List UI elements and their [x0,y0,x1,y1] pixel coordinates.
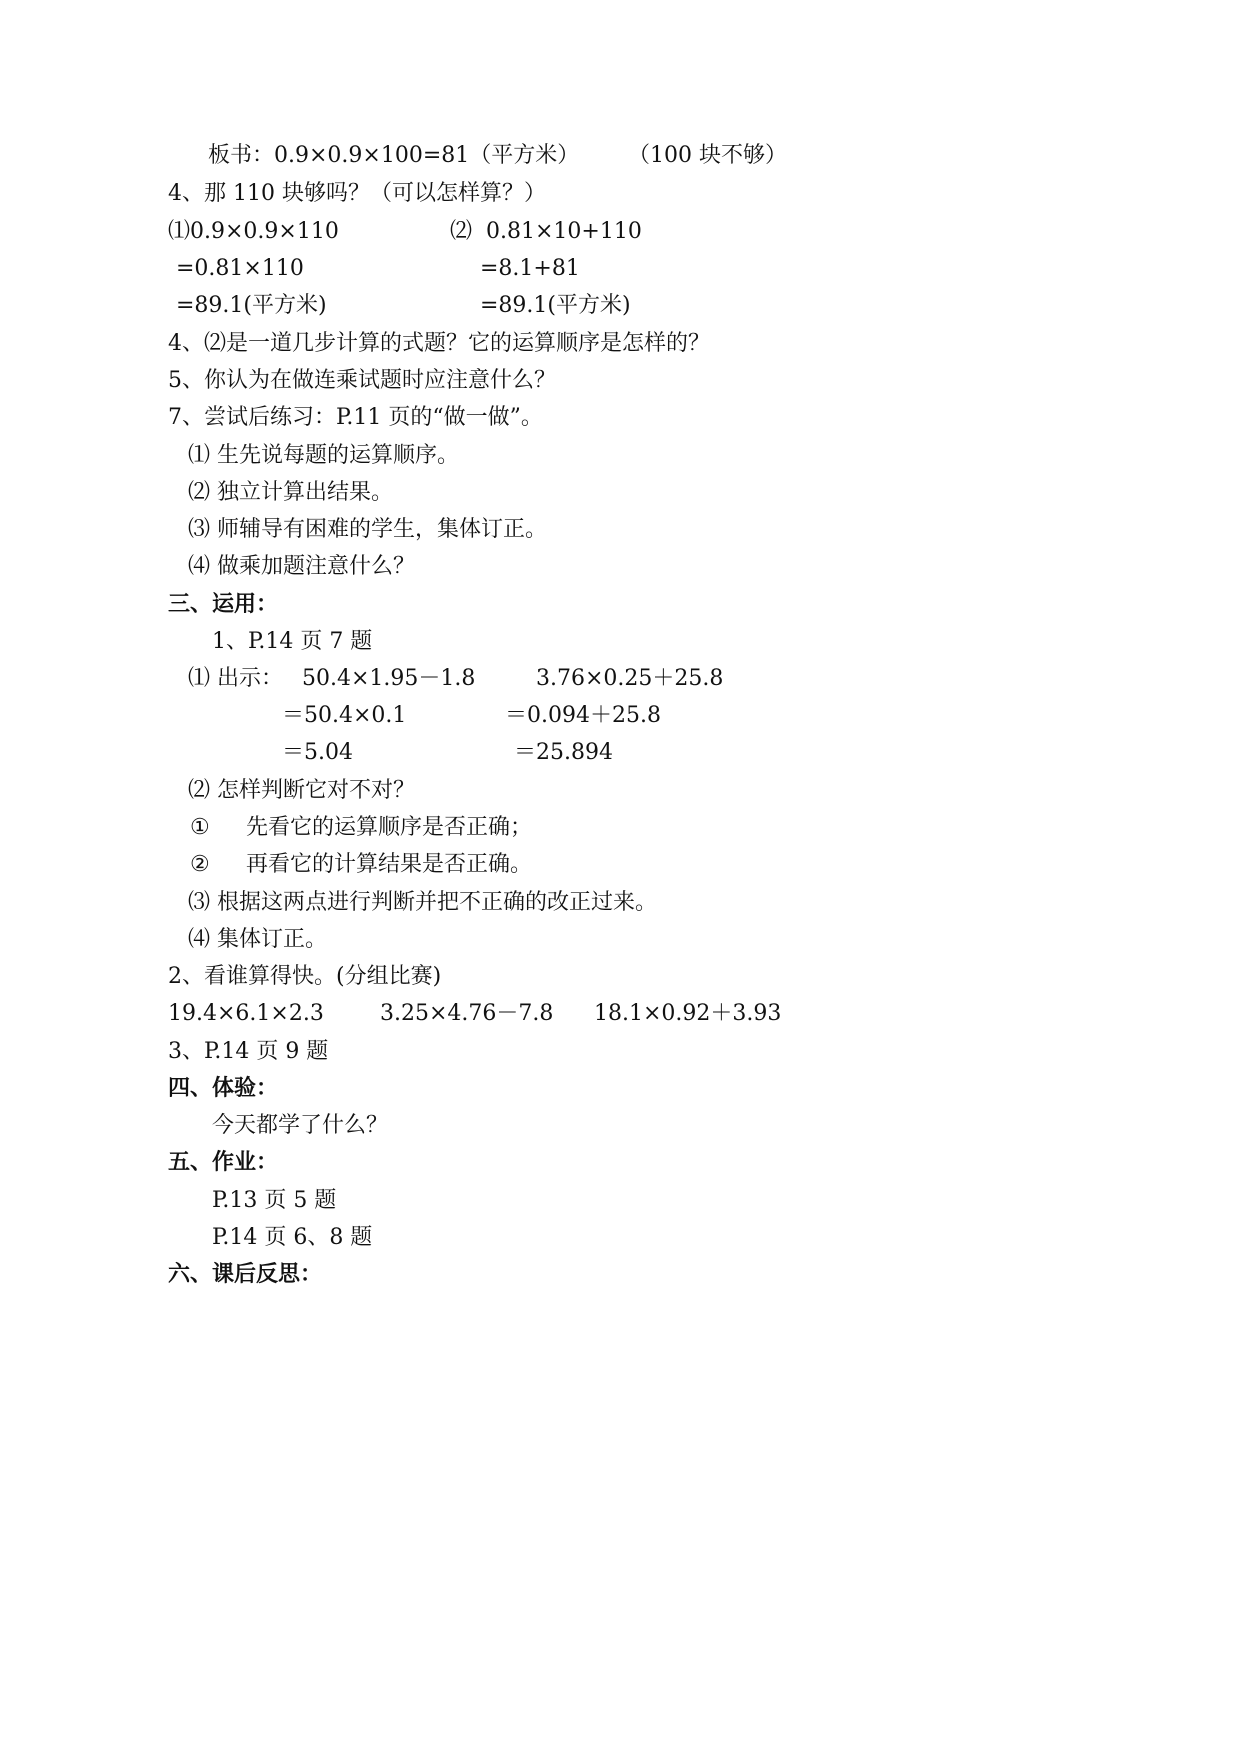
judge-question: ⑵ 怎样判断它对不对？ [188,778,415,803]
board-writing-line [0,135,787,177]
method-2-step-1: ⑵ 0.81×10+110 [450,219,642,244]
contest-expression-2: 3.25×4.76－7.8 [380,1001,554,1026]
text-line [0,435,459,477]
expression-a-step-1: 50.4×1.95－1.8 [302,666,476,691]
expression-line-3 [0,732,613,774]
board-writing-note: （100 块不够） [628,143,787,168]
judge-step-1-marker: ① [190,815,210,840]
question-attention: 5、你认为在做连乘试题时应注意什么？ [168,368,556,393]
judge-step-1-text: 先看它的运算顺序是否正确； [246,815,533,840]
contest-expressions-line [0,993,782,1035]
contest-expression-1: 19.4×6.1×2.3 [168,1001,324,1026]
question-line [0,173,546,215]
collective-correct: ⑷ 集体订正。 [188,927,327,952]
text-line [0,1031,329,1073]
calculation-line-1 [0,211,642,253]
text-line [0,844,533,886]
section-6-heading: 六、课后反思： [168,1262,323,1287]
practice-step-1: ⑴ 生先说每题的运算顺序。 [188,443,459,468]
method-1-step-1: ⑴0.9×0.9×110 [168,219,339,244]
contest-expression-3: 18.1×0.92＋3.93 [594,1001,782,1026]
exercise-7-heading: 1、P.14 页 7 题 [212,629,373,654]
expression-a-result: ＝5.04 [282,740,353,765]
practice-step-2: ⑵ 独立计算出结果。 [188,480,393,505]
section-heading-line [0,584,279,626]
text-line [0,509,547,551]
exercise-9-heading: 3、P.14 页 9 题 [168,1039,329,1064]
method-1-step-2: =0.81×110 [176,256,304,281]
judge-step-2-text: 再看它的计算结果是否正确。 [246,852,533,877]
calculation-line-2 [0,248,580,290]
experience-question: 今天都学了什么？ [212,1113,389,1138]
section-heading-line [0,1068,279,1110]
section-heading-line [0,1254,323,1296]
homework-item-1: P.13 页 5 题 [212,1188,337,1213]
expression-line-2 [0,695,661,737]
section-heading-line [0,1142,279,1184]
show-label: ⑴ 出示： [188,666,283,691]
text-line [0,360,556,402]
text-line [0,882,657,924]
section-4-heading: 四、体验： [168,1076,279,1101]
board-writing-formula: 板书：0.9×0.9×100=81（平方米） [208,143,580,168]
expression-b-step-2: ＝0.094＋25.8 [505,703,661,728]
text-line [0,807,533,849]
text-line [0,1105,389,1147]
expression-b-step-1: 3.76×0.25＋25.8 [536,666,724,691]
section-3-heading: 三、运用： [168,592,279,617]
judge-step-2-marker: ② [190,852,210,877]
text-line [0,621,373,663]
judge-correct: ⑶ 根据这两点进行判断并把不正确的改正过来。 [188,890,657,915]
text-line [0,472,393,514]
calculation-line-3 [0,285,631,327]
text-line [0,323,710,365]
method-1-result: =89.1(平方米) [176,293,327,318]
homework-item-2: P.14 页 6、8 题 [212,1225,373,1250]
practice-step-3: ⑶ 师辅导有困难的学生，集体订正。 [188,517,547,542]
expression-line-1 [0,658,724,700]
text-line [0,546,415,588]
question-order: 4、⑵是一道几步计算的式题？它的运算顺序是怎样的？ [168,331,710,356]
text-line [0,770,415,812]
practice-step-4: ⑷ 做乘加题注意什么？ [188,554,415,579]
text-line [0,919,327,961]
text-line [0,1217,373,1259]
text-line [0,397,543,439]
expression-a-step-2: ＝50.4×0.1 [282,703,407,728]
section-5-heading: 五、作业： [168,1150,279,1175]
method-2-step-2: =8.1+81 [480,256,580,281]
text-line [0,1180,337,1222]
expression-b-result: ＝25.894 [514,740,613,765]
speed-contest-heading: 2、看谁算得快。(分组比赛) [168,964,442,989]
question-110-blocks: 4、那 110 块够吗？（可以怎样算？） [168,181,546,206]
practice-heading: 7、尝试后练习：P.11 页的“做一做”。 [168,405,543,430]
method-2-result: =89.1(平方米) [480,293,631,318]
text-line [0,956,442,998]
